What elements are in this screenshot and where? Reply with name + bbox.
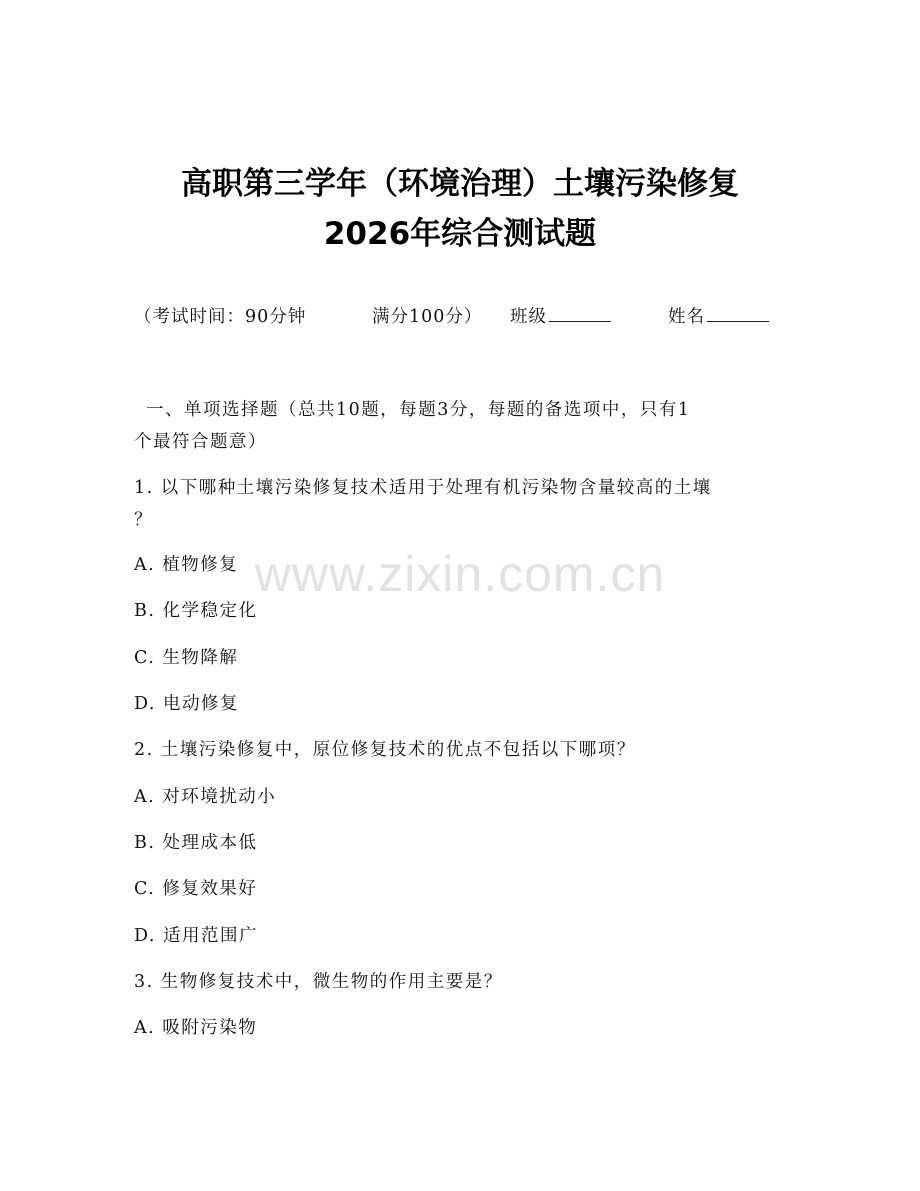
question-2-option-b: B. 处理成本低	[134, 833, 258, 853]
question-1-stem: 1. 以下哪种土壤污染修复技术适用于处理有机污染物含量较高的土壤	[134, 478, 712, 498]
question-2-option-d: D. 适用范围广	[134, 926, 259, 946]
document-title-line2: 2026年综合测试题	[323, 216, 597, 252]
question-1-stem-cont: ？	[134, 510, 153, 530]
section1-heading-line1: 一、单项选择题（总共10题，每题3分，每题的备选项中，只有1	[146, 400, 691, 420]
question-2-stem: 2. 土壤污染修复中，原位修复技术的优点不包括以下哪项？	[134, 740, 636, 760]
class-field[interactable]	[510, 303, 611, 328]
question-1-option-c: C. 生物降解	[134, 648, 239, 668]
question-2-option-c: C. 修复效果好	[134, 879, 258, 899]
exam-time: （考试时间：90分钟	[134, 307, 307, 327]
question-1-option-b: B. 化学稳定化	[134, 601, 258, 621]
question-3-option-a: A. 吸附污染物	[134, 1018, 258, 1038]
name-field[interactable]	[668, 303, 769, 328]
full-score: 满分100分）	[372, 307, 483, 327]
question-3-stem: 3. 生物修复技术中，微生物的作用主要是？	[134, 972, 503, 992]
question-1-option-a: A. 植物修复	[134, 555, 239, 575]
document-title-line1: 高职第三学年（环境治理）土壤污染修复	[181, 166, 739, 202]
watermark: www.zixin.com.cn	[254, 546, 666, 602]
name-blank[interactable]	[707, 303, 769, 322]
class-label: 班级	[510, 307, 547, 327]
question-1-option-d: D. 电动修复	[134, 694, 240, 714]
section1-heading-line2: 个最符合题意）	[134, 432, 267, 452]
class-blank[interactable]	[549, 303, 611, 322]
question-2-option-a: A. 对环境扰动小	[134, 787, 277, 807]
name-label: 姓名	[668, 307, 705, 327]
